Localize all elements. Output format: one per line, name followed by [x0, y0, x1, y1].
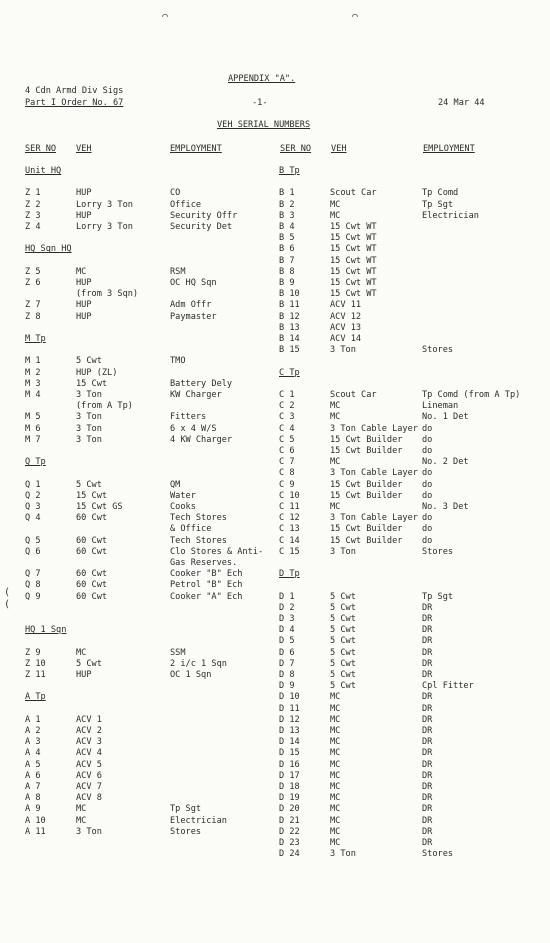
vehicle-type: MC — [330, 838, 341, 848]
serial-number: A 9 — [25, 804, 41, 815]
serial-number: B 12 — [279, 311, 300, 322]
employment: DR — [422, 770, 433, 781]
vehicle-type: Scout Car — [330, 188, 377, 199]
serial-number: D 1 — [279, 591, 295, 602]
employment: Cooker "B" Ech — [170, 569, 243, 580]
serial-number: A 7 — [25, 782, 41, 792]
serial-number: Q 4 — [25, 513, 41, 524]
vehicle-type: 60 Cwt — [76, 580, 108, 591]
employment: Security Offr — [170, 210, 238, 221]
vehicle-type: 60 Cwt — [76, 569, 108, 580]
vehicle-type: (from 3 Sqn) — [76, 289, 139, 300]
vehicle-type: HUP — [76, 300, 92, 311]
vehicle-type: HUP — [76, 670, 92, 680]
vehicle-type: 5 Cwt — [330, 647, 356, 658]
serial-number: C 2 — [279, 401, 295, 412]
scan-mark-top-right: ⌒ — [352, 11, 359, 22]
vehicle-type: MC — [330, 210, 341, 221]
serial-number: A 10 — [25, 815, 46, 826]
serial-number: D 18 — [279, 782, 300, 792]
employment: DR — [422, 826, 433, 837]
serial-number: B 2 — [279, 199, 295, 210]
serial-number: Z 1 — [25, 188, 41, 199]
employment: DR — [422, 670, 433, 680]
serial-number: A 8 — [25, 793, 41, 804]
scan-mark-top-left: ⌒ — [162, 11, 169, 22]
vehicle-type: MC — [330, 748, 341, 759]
serial-number: M 1 — [25, 356, 41, 367]
vehicle-type: 3 Ton — [76, 434, 102, 445]
vehicle-type: Scout Car — [330, 390, 377, 400]
employment: RSM — [170, 266, 186, 277]
vehicle-type: 5 Cwt — [330, 602, 356, 613]
scan-mark-side-2: ( — [4, 599, 11, 610]
serial-number: D 14 — [279, 737, 300, 748]
serial-number: C 12 — [279, 513, 300, 524]
vehicle-type: 15 Cwt — [76, 378, 108, 389]
vehicle-type: MC — [330, 793, 341, 804]
employment: do — [422, 513, 433, 524]
employment: Clo Stores & Anti- — [170, 546, 264, 557]
vehicle-type: MC — [76, 804, 87, 815]
vehicle-type: ACV 7 — [76, 782, 102, 792]
vehicle-type: 3 Ton — [76, 412, 102, 423]
serial-number: B 11 — [279, 300, 300, 311]
vehicle-type: 3 Ton Cable Layer — [330, 423, 418, 434]
employment: TMO — [170, 356, 186, 367]
employment: No. 1 Det — [422, 412, 469, 423]
section-label: M Tp — [25, 334, 46, 344]
vehicle-type: 15 Cwt GS — [76, 502, 123, 512]
employment: Tp Comd (from A Tp) — [422, 390, 521, 400]
left-header-veh: VEH — [76, 144, 92, 154]
serial-number: D 20 — [279, 804, 300, 815]
vehicle-type: 15 Cwt WT — [330, 233, 377, 244]
employment: Tech Stores — [170, 513, 227, 524]
serial-number: C 10 — [279, 490, 300, 501]
vehicle-type: MC — [76, 815, 87, 826]
vehicle-type: 5 Cwt — [330, 670, 356, 680]
vehicle-type: HUP — [76, 210, 92, 221]
vehicle-type: 60 Cwt — [76, 535, 108, 546]
vehicle-type: 3 Ton Cable Layer — [330, 513, 418, 524]
section-label: C Tp — [279, 367, 300, 378]
serial-number: C 15 — [279, 546, 300, 557]
serial-number: B 14 — [279, 334, 300, 344]
serial-number: Z 8 — [25, 311, 41, 322]
vehicle-type: 3 Ton — [76, 423, 102, 434]
vehicle-type: 15 Cwt WT — [330, 222, 377, 232]
vehicle-type: HUP — [76, 311, 92, 322]
section-label: HQ Sqn HQ — [25, 244, 72, 255]
employment: Paymaster — [170, 311, 217, 322]
employment: Stores — [170, 826, 202, 837]
serial-number: M 3 — [25, 378, 41, 389]
vehicle-type: MC — [330, 703, 341, 714]
vehicle-type: HUP — [76, 188, 92, 199]
serial-number: Z 7 — [25, 300, 41, 311]
serial-number: Z 2 — [25, 199, 41, 210]
table-title: VEH SERIAL NUMBERS — [217, 120, 311, 130]
employment: Adm Offr — [170, 300, 212, 311]
serial-number: Q 2 — [25, 490, 41, 501]
employment: DR — [422, 782, 433, 792]
employment: do — [422, 434, 433, 445]
vehicle-type: ACV 5 — [76, 759, 102, 770]
employment: Battery Dely — [170, 378, 233, 389]
vehicle-type: 3 Ton — [330, 849, 356, 860]
vehicle-type: ACV 14 — [330, 334, 362, 344]
employment: DR — [422, 703, 433, 714]
vehicle-type: 3 Ton — [330, 546, 356, 557]
serial-number: D 22 — [279, 826, 300, 837]
serial-number: A 5 — [25, 759, 41, 770]
serial-number: C 14 — [279, 535, 300, 546]
serial-number: Q 3 — [25, 502, 41, 512]
serial-number: A 4 — [25, 748, 41, 759]
employment: 6 x 4 W/S — [170, 423, 217, 434]
vehicle-type: 15 Cwt Builder — [330, 479, 403, 490]
employment: 4 KW Charger — [170, 434, 233, 445]
vehicle-type: MC — [330, 199, 341, 210]
serial-number: B 13 — [279, 322, 300, 333]
vehicle-type: Lorry 3 Ton — [76, 199, 133, 210]
vehicle-type: 15 Cwt Builder — [330, 446, 403, 456]
serial-number: D 5 — [279, 636, 295, 647]
vehicle-type: MC — [330, 412, 341, 423]
employment: DR — [422, 793, 433, 804]
serial-number: D 15 — [279, 748, 300, 759]
employment: 2 i/c 1 Sqn — [170, 658, 227, 669]
vehicle-type: HUP (ZL) — [76, 367, 118, 378]
serial-number: D 2 — [279, 602, 295, 613]
employment: DR — [422, 815, 433, 826]
serial-number: B 6 — [279, 244, 295, 255]
serial-number: C 8 — [279, 468, 295, 479]
vehicle-type: 15 Cwt Builder — [330, 490, 403, 501]
serial-number: C 5 — [279, 434, 295, 445]
vehicle-type: ACV 11 — [330, 300, 362, 311]
appendix-title: APPENDIX "A". — [228, 74, 296, 84]
vehicle-type: 5 Cwt — [76, 356, 102, 367]
serial-number: B 7 — [279, 255, 295, 266]
serial-number: D 8 — [279, 670, 295, 680]
vehicle-type: 5 Cwt — [330, 636, 356, 647]
vehicle-type: MC — [330, 726, 341, 736]
employment: & Office — [170, 524, 212, 535]
employment: Tp Sgt — [422, 591, 454, 602]
scan-mark-side-1: ( — [4, 587, 11, 598]
left-header-employment: EMPLOYMENT — [170, 144, 222, 154]
vehicle-type: 5 Cwt — [330, 591, 356, 602]
page-number: -1- — [252, 98, 268, 108]
employment: do — [422, 490, 433, 501]
serial-number: B 4 — [279, 222, 295, 232]
employment: do — [422, 535, 433, 546]
employment: do — [422, 423, 433, 434]
serial-number: B 1 — [279, 188, 295, 199]
vehicle-type: 5 Cwt — [330, 658, 356, 669]
serial-number: D 21 — [279, 815, 300, 826]
serial-number: M 2 — [25, 367, 41, 378]
employment: Cooks — [170, 502, 196, 512]
vehicle-type: MC — [330, 401, 341, 412]
right-header-veh: VEH — [331, 144, 347, 154]
vehicle-type: 15 Cwt WT — [330, 266, 377, 277]
serial-number: D 9 — [279, 681, 295, 692]
vehicle-type: 5 Cwt — [76, 479, 102, 490]
vehicle-type: HUP — [76, 278, 92, 288]
employment: Tp Sgt — [170, 804, 202, 815]
vehicle-type: ACV 1 — [76, 714, 102, 725]
employment: do — [422, 479, 433, 490]
employment: QM — [170, 479, 181, 490]
left-header-ser-no: SER NO — [25, 144, 57, 154]
vehicle-type: 5 Cwt — [330, 614, 356, 624]
vehicle-type: (from A Tp) — [76, 401, 133, 412]
employment: OC HQ Sqn — [170, 278, 217, 288]
vehicle-type: MC — [330, 804, 341, 815]
employment: Stores — [422, 546, 454, 557]
serial-number: C 3 — [279, 412, 295, 423]
vehicle-type: 60 Cwt — [76, 513, 108, 524]
vehicle-type: ACV 3 — [76, 737, 102, 748]
employment: do — [422, 446, 433, 456]
serial-number: B 10 — [279, 289, 300, 300]
employment: CO — [170, 188, 181, 199]
section-label: B Tp — [279, 166, 300, 176]
vehicle-type: ACV 8 — [76, 793, 102, 804]
serial-number: C 11 — [279, 502, 300, 512]
employment: DR — [422, 602, 433, 613]
vehicle-type: 60 Cwt — [76, 546, 108, 557]
vehicle-type: 15 Cwt WT — [330, 278, 377, 288]
serial-number: Q 5 — [25, 535, 41, 546]
vehicle-type: MC — [330, 457, 341, 468]
employment: DR — [422, 714, 433, 725]
serial-number: C 1 — [279, 390, 295, 400]
serial-number: D 7 — [279, 658, 295, 669]
employment: Cooker "A" Ech — [170, 591, 243, 602]
serial-number: D 6 — [279, 647, 295, 658]
section-label: Unit HQ — [25, 166, 62, 176]
serial-number: Z 10 — [25, 658, 46, 669]
serial-number: Z 9 — [25, 647, 41, 658]
vehicle-type: ACV 2 — [76, 726, 102, 736]
serial-number: C 7 — [279, 457, 295, 468]
employment: DR — [422, 658, 433, 669]
employment: DR — [422, 804, 433, 815]
employment: DR — [422, 636, 433, 647]
employment: Tech Stores — [170, 535, 227, 546]
right-header-ser-no: SER NO — [280, 144, 312, 154]
vehicle-type: MC — [330, 815, 341, 826]
vehicle-type: MC — [330, 759, 341, 770]
vehicle-type: MC — [330, 770, 341, 781]
vehicle-type: 5 Cwt — [330, 625, 356, 636]
serial-number: D 11 — [279, 703, 300, 714]
serial-number: D 17 — [279, 770, 300, 781]
serial-number: Q 7 — [25, 569, 41, 580]
vehicle-type: ACV 13 — [330, 322, 362, 333]
vehicle-type: 15 Cwt WT — [330, 289, 377, 300]
unit-name: 4 Cdn Armd Div Sigs — [25, 86, 124, 96]
serial-number: D 13 — [279, 726, 300, 736]
serial-number: A 6 — [25, 770, 41, 781]
serial-number: Z 4 — [25, 222, 41, 232]
employment: Stores — [422, 849, 454, 860]
vehicle-type: ACV 6 — [76, 770, 102, 781]
serial-number: D 12 — [279, 714, 300, 725]
order-number: Part I Order No. 67 — [25, 98, 124, 108]
serial-number: Q 1 — [25, 479, 41, 490]
employment: Office — [170, 199, 202, 210]
employment: DR — [422, 748, 433, 759]
serial-number: D 4 — [279, 625, 295, 636]
serial-number: C 13 — [279, 524, 300, 535]
serial-number: B 8 — [279, 266, 295, 277]
employment: do — [422, 524, 433, 535]
serial-number: B 5 — [279, 233, 295, 244]
serial-number: B 9 — [279, 278, 295, 288]
employment: Tp Comd — [422, 188, 459, 199]
vehicle-type: MC — [330, 714, 341, 725]
right-header-employment: EMPLOYMENT — [423, 144, 475, 154]
serial-number: B 15 — [279, 345, 300, 356]
serial-number: M 7 — [25, 434, 41, 445]
serial-number: Q 8 — [25, 580, 41, 591]
vehicle-type: 15 Cwt WT — [330, 255, 377, 266]
serial-number: A 3 — [25, 737, 41, 748]
employment: DR — [422, 692, 433, 703]
serial-number: M 4 — [25, 390, 41, 400]
vehicle-type: MC — [330, 782, 341, 792]
employment: Petrol "B" Ech — [170, 580, 243, 591]
section-label: HQ 1 Sqn — [25, 625, 67, 636]
employment: DR — [422, 838, 433, 848]
employment: Stores — [422, 345, 454, 356]
employment: KW Charger — [170, 390, 222, 400]
serial-number: D 19 — [279, 793, 300, 804]
vehicle-type: MC — [330, 737, 341, 748]
employment: OC 1 Sqn — [170, 670, 212, 680]
serial-number: C 9 — [279, 479, 295, 490]
serial-number: D 23 — [279, 838, 300, 848]
vehicle-type: MC — [76, 266, 87, 277]
vehicle-type: ACV 12 — [330, 311, 362, 322]
vehicle-type: ACV 4 — [76, 748, 102, 759]
vehicle-type: 3 Ton — [76, 826, 102, 837]
vehicle-type: MC — [76, 647, 87, 658]
employment: Security Det — [170, 222, 233, 232]
vehicle-type: 5 Cwt — [76, 658, 102, 669]
employment: SSM — [170, 647, 186, 658]
serial-number: C 6 — [279, 446, 295, 456]
section-label: A Tp — [25, 692, 46, 703]
section-label: D Tp — [279, 569, 300, 580]
serial-number: B 3 — [279, 210, 295, 221]
employment: DR — [422, 625, 433, 636]
serial-number: Z 6 — [25, 278, 41, 288]
order-date: 24 Mar 44 — [438, 98, 485, 108]
serial-number: D 10 — [279, 692, 300, 703]
serial-number: M 5 — [25, 412, 41, 423]
employment: No. 3 Det — [422, 502, 469, 512]
serial-number: D 3 — [279, 614, 295, 624]
serial-number: Z 11 — [25, 670, 46, 680]
serial-number: C 4 — [279, 423, 295, 434]
employment: Electrician — [422, 210, 479, 221]
employment: DR — [422, 726, 433, 736]
vehicle-type: 15 Cwt Builder — [330, 434, 403, 445]
employment: DR — [422, 647, 433, 658]
vehicle-type: Lorry 3 Ton — [76, 222, 133, 232]
vehicle-type: 15 Cwt Builder — [330, 524, 403, 535]
employment: Cpl Fitter — [422, 681, 474, 692]
vehicle-type: 3 Ton — [330, 345, 356, 356]
serial-number: M 6 — [25, 423, 41, 434]
vehicle-type: 5 Cwt — [330, 681, 356, 692]
vehicle-type: 15 Cwt Builder — [330, 535, 403, 546]
vehicle-type: 15 Cwt — [76, 490, 108, 501]
vehicle-type: 60 Cwt — [76, 591, 108, 602]
vehicle-type: MC — [330, 826, 341, 837]
serial-number: Q 6 — [25, 546, 41, 557]
serial-number: A 2 — [25, 726, 41, 736]
employment: Fitters — [170, 412, 207, 423]
vehicle-type: MC — [330, 692, 341, 703]
employment: do — [422, 468, 433, 479]
employment: DR — [422, 737, 433, 748]
section-label: Q Tp — [25, 457, 46, 468]
vehicle-type: 3 Ton — [76, 390, 102, 400]
serial-number: D 24 — [279, 849, 300, 860]
employment: Electrician — [170, 815, 227, 826]
serial-number: D 16 — [279, 759, 300, 770]
employment: DR — [422, 614, 433, 624]
serial-number: A 1 — [25, 714, 41, 725]
employment: No. 2 Det — [422, 457, 469, 468]
employment: Gas Reserves. — [170, 558, 238, 568]
employment: DR — [422, 759, 433, 770]
employment: Lineman — [422, 401, 459, 412]
vehicle-type: 15 Cwt WT — [330, 244, 377, 255]
vehicle-type: 3 Ton Cable Layer — [330, 468, 418, 479]
employment: Tp Sgt — [422, 199, 454, 210]
serial-number: Z 5 — [25, 266, 41, 277]
serial-number: Q 9 — [25, 591, 41, 602]
serial-number: A 11 — [25, 826, 46, 837]
serial-number: Z 3 — [25, 210, 41, 221]
employment: Water — [170, 490, 196, 501]
vehicle-type: MC — [330, 502, 341, 512]
